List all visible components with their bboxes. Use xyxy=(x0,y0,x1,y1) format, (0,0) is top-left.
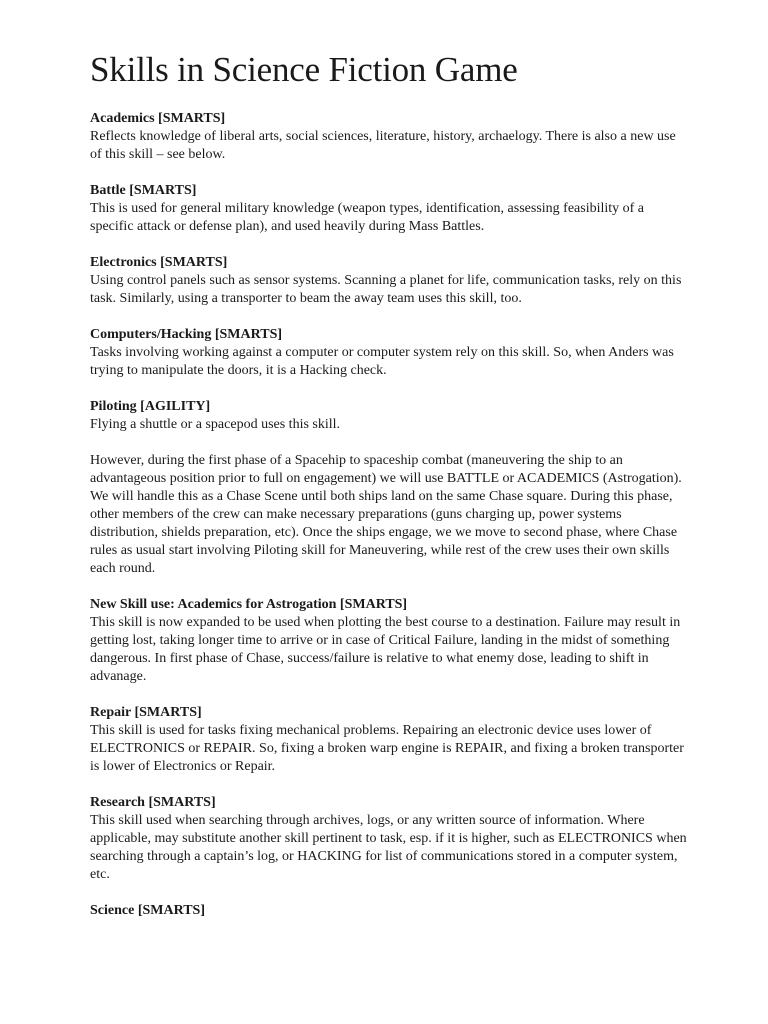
section-paragraph: This is used for general military knowledge (weapon types, identification, assessing feasibility of a specific attack or defense plan), and used heavily during Mass Battles. xyxy=(90,201,645,234)
section-research xyxy=(90,794,690,884)
section-paragraph: This skill is now expanded to be used when plotting the best course to a destination. Failure may result in getting lost, taking longer time to arrive or in case of Critical Failure, landing in the midst of something dangerous. In first phase of Chase, success/failure is relative to what enemy dose, leading to shift in advanage. xyxy=(90,615,681,684)
section-heading: Piloting [AGILITY] xyxy=(90,399,211,414)
section-paragraph: Tasks involving working against a computer or computer system rely on this skill. So, when Anders was trying to manipulate the doors, it is a Hacking check. xyxy=(90,345,674,378)
section-paragraph: Reflects knowledge of liberal arts, social sciences, literature, history, archaelogy. There is also a new use of this skill – see below. xyxy=(90,129,676,162)
section-heading: Repair [SMARTS] xyxy=(90,705,202,720)
section-heading: Science [SMARTS] xyxy=(90,903,205,918)
section-heading: Research [SMARTS] xyxy=(90,795,216,810)
section-electronics xyxy=(90,254,690,308)
section-heading: Battle [SMARTS] xyxy=(90,183,197,198)
section-academics xyxy=(90,110,690,164)
section-paragraph: This skill used when searching through archives, logs, or any written source of information. Where applicable, may substitute another skill pertinent to task, esp. if it is higher, such as ELECTRONICS when searching through a captain’s log, or HACKING for list of communications stored in a computer system, etc. xyxy=(90,813,687,882)
document-page xyxy=(90,48,690,938)
document-title: Skills in Science Fiction Game xyxy=(90,50,518,89)
section-paragraph: This skill is used for tasks fixing mechanical problems. Repairing an electronic device uses lower of ELECTRONICS or REPAIR. So, fixing a broken warp engine is REPAIR, and fixing a broken transporter is lower of Electronics or Repair. xyxy=(90,723,684,774)
section-science xyxy=(90,902,690,920)
section-paragraph: However, during the first phase of a Spacehip to spaceship combat (maneuvering the ship to an advantageous position prior to full on engagement) we will use BATTLE or ACADEMICS (Astrogation). We will handle this as a Chase Scene until both ships land on the same Chase square. During this phase, other members of the crew can make necessary preparations (guns charging up, power systems distribution, shields preparation, etc). Once the ships engage, we we move to second phase, where Chase rules as usual start involving Piloting skill for Maneuvering, while rest of the crew uses their own skills each round. xyxy=(90,453,682,576)
section-battle xyxy=(90,182,690,236)
section-piloting xyxy=(90,398,690,578)
section-computers-hacking xyxy=(90,326,690,380)
section-heading: Computers/Hacking [SMARTS] xyxy=(90,327,283,342)
section-heading: Academics [SMARTS] xyxy=(90,111,226,126)
section-paragraph: Flying a shuttle or a spacepod uses this skill. xyxy=(90,417,341,432)
section-heading: New Skill use: Academics for Astrogation [SMARTS] xyxy=(90,597,408,612)
section-astrogation xyxy=(90,596,690,686)
section-paragraph: Using control panels such as sensor systems. Scanning a planet for life, communication tasks, rely on this task. Similarly, using a transporter to beam the away team uses this skill, too. xyxy=(90,273,682,306)
section-heading: Electronics [SMARTS] xyxy=(90,255,228,270)
section-repair xyxy=(90,704,690,776)
